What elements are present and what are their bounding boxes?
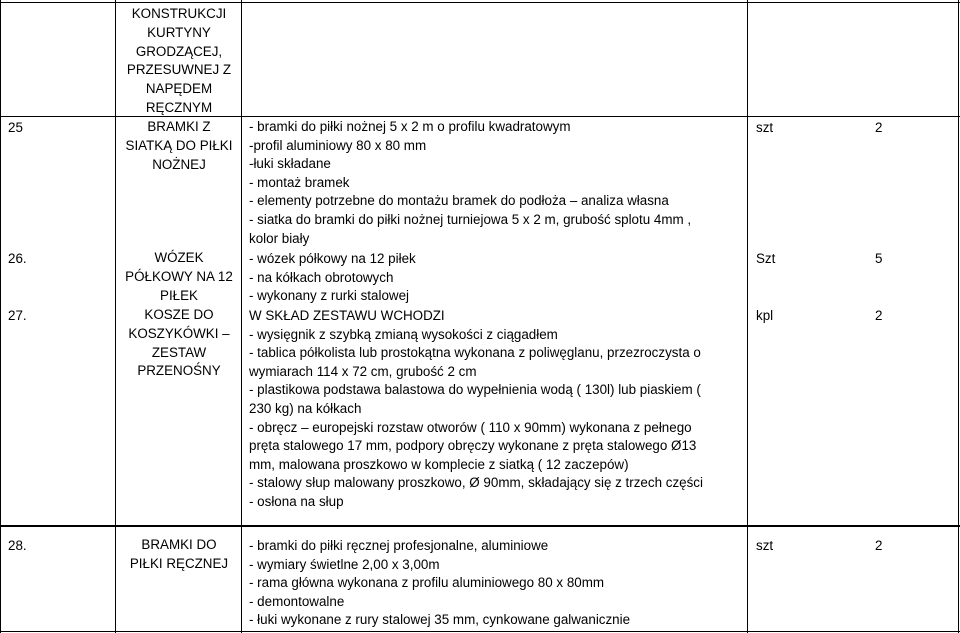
row-27-name [124,306,234,381]
row-25-name [124,118,234,174]
row-26-description [249,250,744,306]
description-line: - na kółkach obrotowych [249,269,394,285]
row-0-name [124,5,234,118]
description-line: - wózek półkowy na 12 piłek [249,251,416,266]
column-divider-1 [115,0,116,633]
name-line: PIŁEK [160,287,198,303]
name-line: RĘCZNYM [145,99,213,115]
name-line: PRZESUWNEJ Z [126,62,232,78]
row-26-unit: Szt [756,251,776,266]
description-line: - wykonany z rurki stalowej [249,288,409,304]
description-line: 230 kg) na kółkach [249,400,362,416]
name-line: WÓZEK [154,250,204,265]
row-28-name [124,536,234,574]
column-divider-3 [747,0,748,633]
row-26-name [124,249,234,305]
description-line: - stalowy słup malowany proszkowo, Ø 90mm, składający się z trzech części [249,475,703,491]
row-28-description [249,537,744,630]
description-line: kolor biały [249,230,310,246]
row-27-description [249,307,744,512]
description-line: - montaż bramek [249,174,350,190]
description-line: - siatka do bramki do piłki nożnej turniejowa 5 x 2 m, grubość splotu 4mm , [249,211,692,227]
name-line: BRAMKI DO [141,537,217,552]
name-line: ZESTAW [151,344,207,360]
description-line: W SKŁAD ZESTAWU WCHODZI [249,308,445,323]
row-28-unit: szt [756,538,774,553]
description-line: - rama główna wykonana z profilu aluminiowego 80 x 80mm [249,575,605,591]
description-line: - łuki wykonane z rury stalowej 35 mm, cynkowane galwanicznie [249,612,631,628]
name-line: SIATKĄ DO PIŁKI [125,137,233,153]
name-line: KONSTRUKCJI [131,6,227,21]
description-line: - tablica półkolista lub prostokątna wykonana z poliwęglanu, przezroczysta o [249,345,701,361]
description-line: - elementy potrzebne do montażu bramek do podłoża – analiza własna [249,193,669,209]
table-border-right [958,0,959,633]
name-line: NAPĘDEM [145,81,213,97]
description-line: mm, malowana proszkowo w komplecie z siatką ( 12 zaczepów) [249,456,629,472]
description-line: -łuki składane [249,156,331,172]
table-border-left [0,0,1,633]
row-25-unit: szt [756,120,774,135]
row-27-unit: kpl [756,308,774,323]
row-28-qty: 2 [875,538,883,553]
row-26-qty: 5 [875,251,883,266]
name-line: KURTYNY [147,24,211,40]
row-27-number: 27. [8,308,27,323]
table-border-bottom [0,631,960,632]
description-line: - osłona na słup [249,493,344,509]
name-line: PIŁKI RĘCZNEJ [129,555,229,571]
name-line: GRODZĄCEJ, [135,43,223,59]
name-line: NOŻNEJ [152,156,206,172]
description-line: - wysięgnik z szybką zmianą wysokości z ciągadłem [249,326,558,342]
row-25-description [249,118,744,248]
description-line: - demontowalne [249,593,345,609]
name-line: KOSZE DO [144,307,214,322]
description-line: - obręcz – europejski rozstaw otworów ( 110 x 90mm) wykonana z pełnego [249,419,692,435]
row-25-qty: 2 [875,120,883,135]
name-line: PRZENOŚNY [137,363,221,379]
description-line: -profil aluminiowy 80 x 80 mm [249,137,427,153]
name-line: BRAMKI Z [147,119,211,134]
description-line: - plastikowa podstawa balastowa do wypełnienia wodą ( 130l) lub piaskiem ( [249,382,701,398]
column-divider-2 [241,0,242,633]
description-line: - bramki do piłki nożnej 5 x 2 m o profilu kwadratowym [249,119,571,134]
row-26-number: 26. [8,251,27,266]
description-line: wymiarach 114 x 72 cm, grubość 2 cm [249,363,477,379]
name-line: PÓŁKOWY NA 12 [125,268,233,284]
table-border-top [0,2,960,3]
row-25-number: 25 [8,120,23,135]
name-line: KOSZYKÓWKI – [128,325,230,341]
description-line: - bramki do piłki ręcznej profesjonalne, aluminiowe [249,538,549,553]
row-divider-2 [0,525,960,527]
description-line: pręta stalowego 17 mm, podpory obręczy wykonane z pręta stalowego Ø13 [249,438,697,454]
row-27-qty: 2 [875,308,883,323]
description-line: - wymiary świetlne 2,00 x 3,00m [249,556,440,572]
row-28-number: 28. [8,538,27,553]
